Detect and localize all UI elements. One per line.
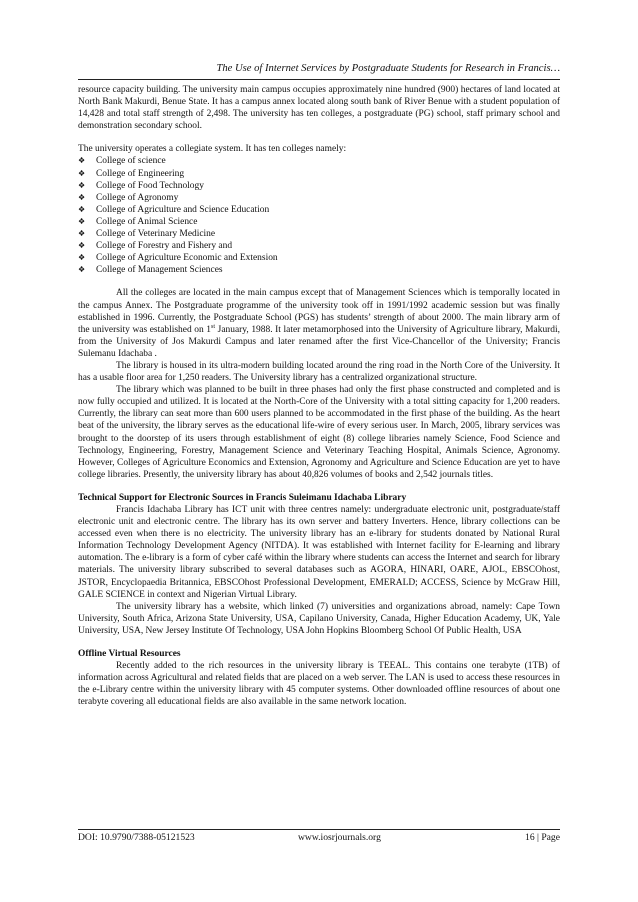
diamond-bullet-icon: ❖ [78, 216, 86, 226]
article-body [78, 84, 560, 709]
paragraph-gap [78, 481, 560, 492]
list-item [78, 168, 560, 180]
paragraph-collegiate: The university operates a collegiate system. It has ten colleges namely: [78, 144, 347, 155]
list-item-text: College of Engineering [96, 168, 185, 179]
footer-doi: DOI: 10.9790/7388-05121523 [78, 832, 195, 843]
college-list [78, 155, 560, 276]
section-heading-offline-resources: Offline Virtual Resources [78, 649, 181, 660]
paragraph-library-building: The library is housed in its ultra-modern building located around the ring road in the North Core of the University. It has a usable floor area for 1,250 readers. The University library has a centralized organizational structure. [78, 360, 560, 384]
paragraph-campus: resource capacity building. The university main campus occupies approximately nine hundred (900) hectares of land located at North Bank Makurdi, Benue State. It has a campus annex located along south bank of River Benue with a student population of 14,428 and total staff strength of 2,498. The university has ten colleges, a postgraduate (PG) school, staff primary school and demonstration secondary school. [78, 85, 560, 132]
section-heading-technical-support: Technical Support for Electronic Sources in Francis Suleimanu Idachaba Library [78, 492, 407, 503]
paragraph-teeal: Recently added to the rich resources in the university library is TEEAL. This contains one terabyte (1TB) of information across Agricultural and related fields that are placed on a web server. The LAN is used to access these resources in the e-Library centre within the university library with 45 computer systems. Other downloaded offline resources of about one terabyte covering all educational fields are also available in the same network location. [78, 661, 560, 708]
list-item [78, 216, 560, 228]
list-item [78, 192, 560, 204]
diamond-bullet-icon: ❖ [78, 241, 86, 251]
diamond-bullet-icon: ❖ [78, 168, 86, 178]
paragraph-gap [78, 637, 560, 648]
list-item [78, 252, 560, 264]
list-item [78, 180, 560, 192]
paragraph-website: The university library has a website, which linked (7) universities and organizations abroad, namely: Cape Town University, South Africa, Arizona State University, USA, Capilano University, Canada, Higher Education Academy, UK, Yale University, USA, New Jersey Institute Of Technology, USA John Hopkins Bloomberg School Of Public Health, USA [78, 601, 560, 636]
paragraph-colleges-location: All the colleges are located in the main campus except that of Management Sciences which is temporally located in the campus Annex. The Postgraduate programme of the university took off in 1991/1992 academic session but was finally established in 1996. Currently, the Postgraduate School (PGS) has students’ strength of about 2000. The main library arm of the university was established on 1st January, 1988. It later metamorphosed into the University of Agriculture library, Makurdi, from the University of Jos Makurdi Campus and later renamed after the first Vice-Chancellor of the University; Francis Sulemanu Idachaba . [78, 288, 560, 359]
list-item-text: College of Management Sciences [96, 265, 223, 276]
list-item [78, 240, 560, 252]
list-item-text: College of Forestry and Fishery and [96, 241, 233, 252]
diamond-bullet-icon: ❖ [78, 253, 86, 263]
list-item-text: College of science [96, 156, 166, 167]
running-header-title: The Use of Internet Services by Postgraduate Students for Research in Francis… [216, 63, 560, 74]
list-item [78, 204, 560, 216]
paragraph-library-phases: The library which was planned to be built in three phases had only the first phase constructed and completed and is now fully occupied and utilized. It is located at the North-Core of the University with a total sitting capacity for 1,200 readers. Currently, the library can seat more than 600 users planned to be accommodated in the first phase of the building. As the heart beat of the university, the library serves as the educational life-wire of every serious user. In March, 2005, library services was brought to the doorstep of its users through establishment of eight (8) college libraries namely Science, Food Science and Technology, Engineering, Forestry, Management Science and Veterinary Teaching Hospital, Animals Science, Agronomy. However, Colleges of Agriculture Economics and Extension, Agronomy and Agriculture and Science Education are yet to have college libraries. Presently, the university library has about 40,826 volumes of books and 2,542 journals titles. [78, 385, 560, 480]
header-divider [78, 79, 560, 80]
list-item-text: College of Agriculture and Science Education [96, 204, 270, 215]
diamond-bullet-icon: ❖ [78, 265, 86, 275]
list-item-text: College of Agronomy [96, 192, 179, 203]
diamond-bullet-icon: ❖ [78, 156, 86, 166]
footer-page-number: 16 | Page [525, 832, 560, 843]
footer-website: www.iosrjournals.org [298, 832, 381, 843]
list-item [78, 155, 560, 167]
list-item-text: College of Agriculture Economic and Extension [96, 253, 278, 264]
diamond-bullet-icon: ❖ [78, 204, 86, 214]
list-item-text: College of Veterinary Medicine [96, 229, 216, 240]
list-item [78, 264, 560, 276]
paragraph-ict-unit: Francis Idachaba Library has ICT unit with three centres namely: undergraduate electronic unit, postgraduate/staff electronic unit and electronic centre. The library has its own server and battery Inverters. Hence, library collections can be accessed even when there is no electricity. The university library has an e-library for students donated by National Rural Information Technology Development Agency (NITDA). It was established with Internet facility for E-learning and library automation. The e-library is a form of cyber café within the library where students can access the Internet and search for library materials. The university library subscribed to several databases such as AGORA, HINARI, OARE, AJOL, EBSCOhost, JSTOR, Encyclopaedia Britannica, EBSCOhost Professional Development, EMERALD; ACCESS, Science by McGraw Hill, GALE SCIENCE in context and Nigerian Virtual Library. [78, 505, 560, 600]
paragraph-gap [78, 276, 560, 287]
diamond-bullet-icon: ❖ [78, 192, 86, 202]
diamond-bullet-icon: ❖ [78, 180, 86, 190]
paragraph-gap [78, 132, 560, 143]
list-item-text: College of Animal Science [96, 216, 198, 227]
footer-divider [78, 829, 560, 830]
list-item [78, 228, 560, 240]
list-item-text: College of Food Technology [96, 180, 204, 191]
diamond-bullet-icon: ❖ [78, 229, 86, 239]
